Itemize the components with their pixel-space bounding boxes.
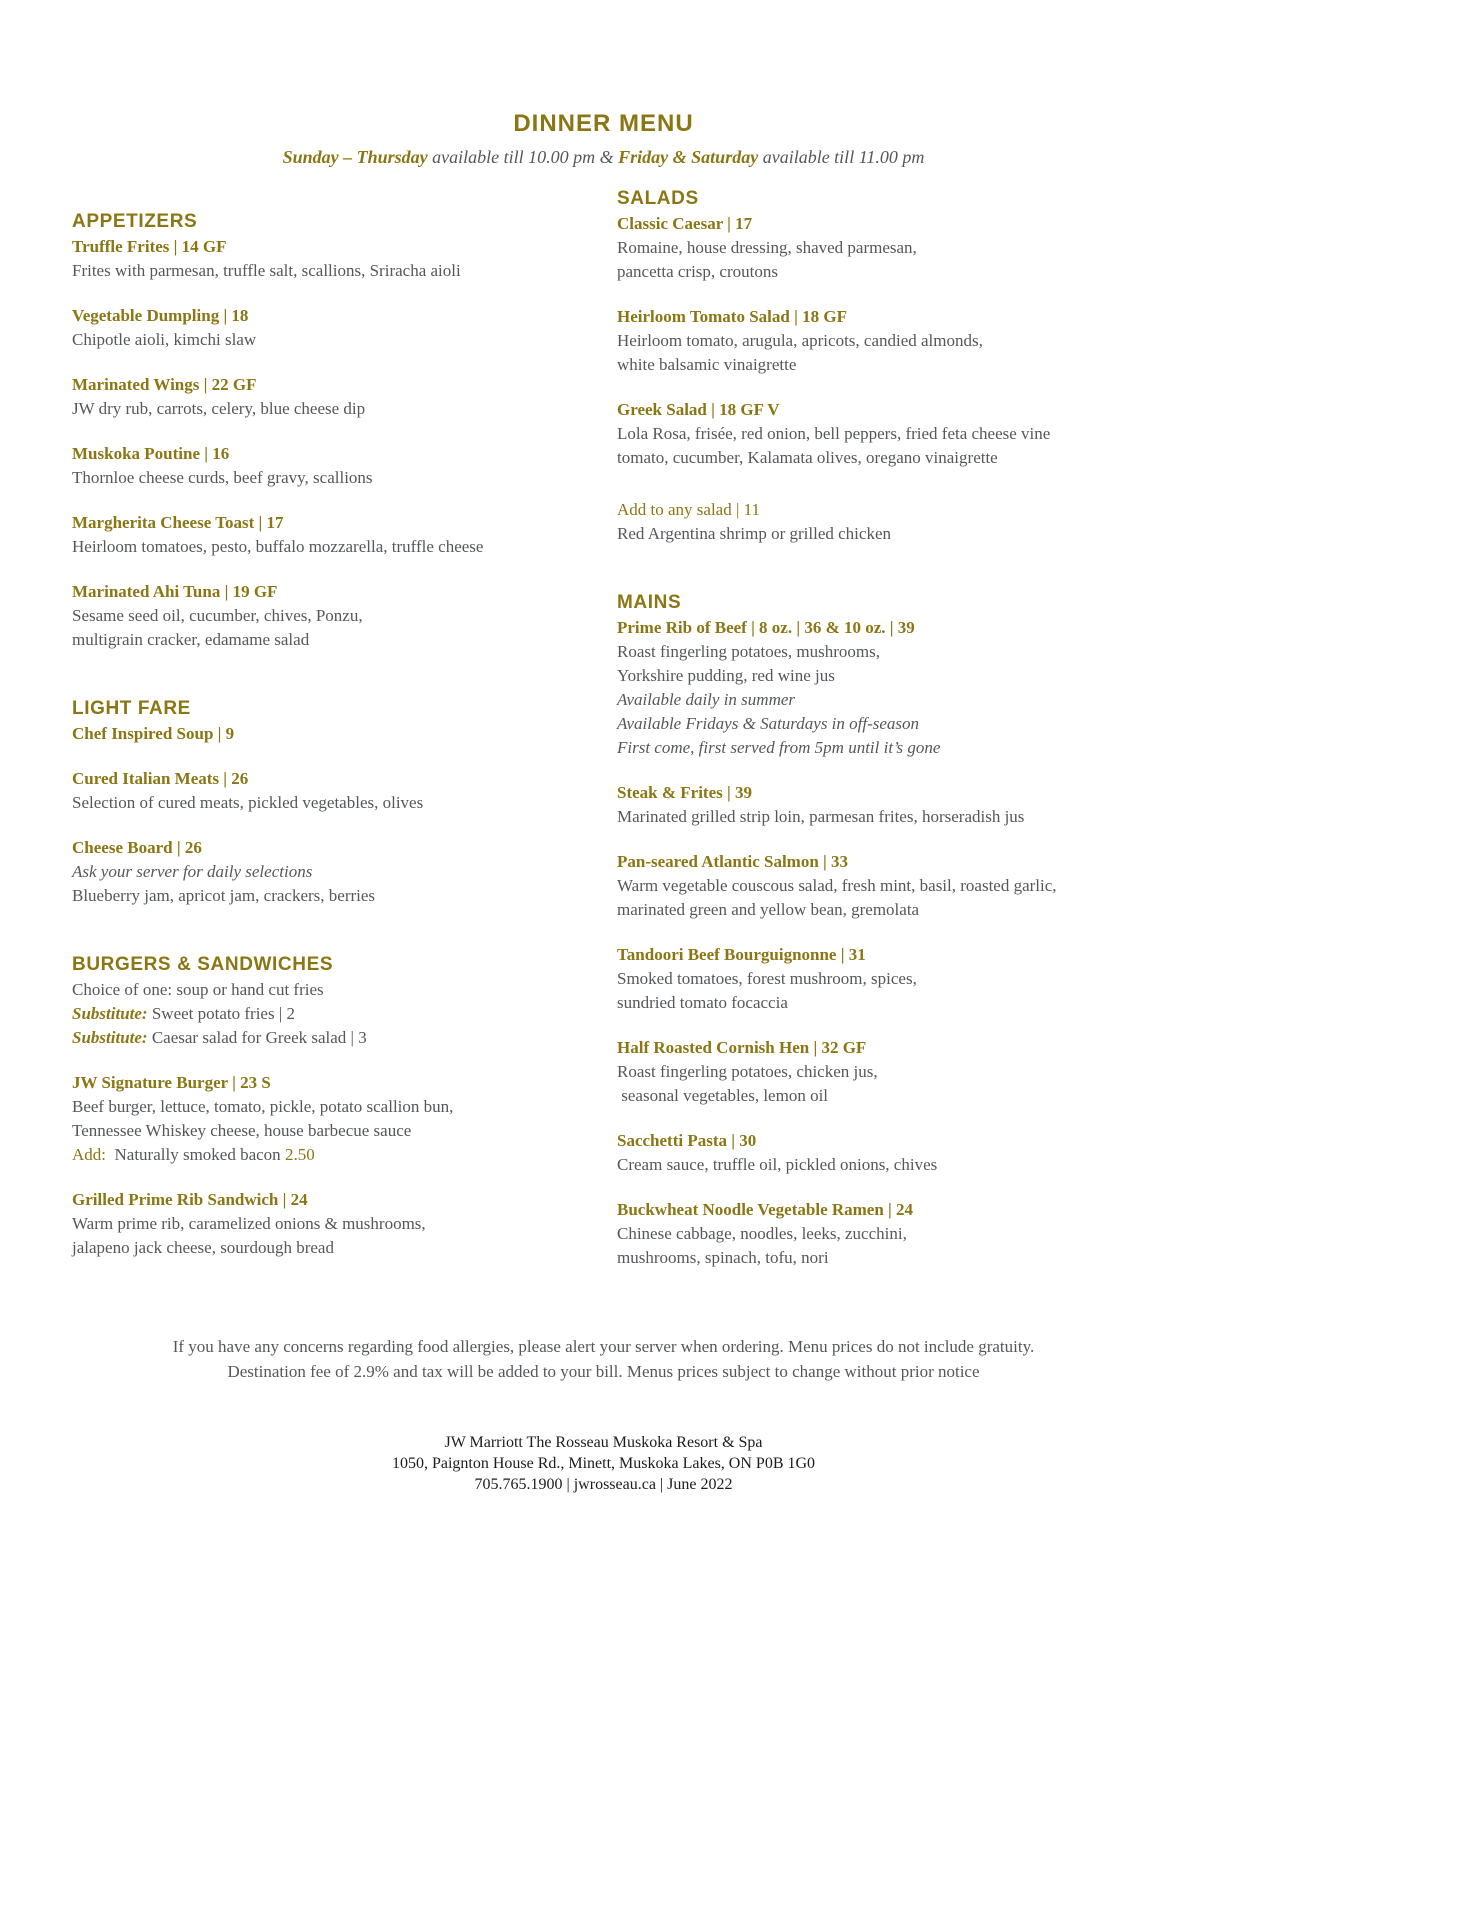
menu-item [617,212,1135,284]
item-name: Marinated Wings | 22 GF [72,375,257,394]
menu-line [72,235,572,259]
menu-line [617,991,1135,1015]
resort-address-block [72,1432,1135,1495]
menu-line [617,736,1135,760]
menu-line [617,1222,1135,1246]
menu-line [72,373,572,397]
menu-line [72,791,572,815]
menu-line [72,466,572,490]
menu-item [72,442,572,490]
menu-line [72,1071,572,1095]
menu-line [72,1143,572,1167]
menu-section-salads [617,188,1135,546]
item-name: Cured Italian Meats | 26 [72,769,249,788]
menu-line [617,1129,1135,1153]
item-description: Choice of one: soup or hand cut fries [72,980,324,999]
menu-line [617,446,1135,470]
menu-item [72,767,572,815]
subtitle-hours-text: available till 11.00 pm [762,147,925,167]
menu-line [72,884,572,908]
menu-line [617,664,1135,688]
item-name: Greek Salad | 18 GF V [617,400,780,419]
menu-item [617,1036,1135,1108]
menu-header [72,110,1135,168]
menu-section-burgers-sandwiches [72,954,572,1260]
item-description: Sesame seed oil, cucumber, chives, Ponzu, [72,606,363,625]
gold-text: Add to any salad | 11 [617,500,760,519]
menu-item [72,1188,572,1260]
menu-columns [72,188,1135,1270]
section-heading: BURGERS & SANDWICHES [72,954,334,975]
menu-line [617,898,1135,922]
menu-line [617,522,1135,546]
menu-line [72,628,572,652]
menu-line [617,212,1135,236]
menu-line [72,1026,572,1050]
item-name: Cheese Board | 26 [72,838,202,857]
menu-line [617,850,1135,874]
menu-line [617,236,1135,260]
menu-line [617,1153,1135,1177]
menu-line [617,967,1135,991]
menu-line [72,442,572,466]
menu-line [72,328,572,352]
subtitle-hours-text: available till 10.00 pm & [432,147,619,167]
item-name: Muskoka Poutine | 16 [72,444,230,463]
page-subtitle [72,146,1135,168]
item-description: Thornloe cheese curds, beef gravy, scallions [72,468,373,487]
section-heading: LIGHT FARE [72,698,191,719]
item-name: Grilled Prime Rib Sandwich | 24 [72,1190,308,1209]
item-name: JW Signature Burger | 23 S [72,1073,271,1092]
menu-section-light-fare [72,698,572,908]
item-name: Half Roasted Cornish Hen | 32 GF [617,1038,867,1057]
item-description: Selection of cured meats, pickled vegetables, olives [72,793,424,812]
item-name: Truffle Frites | 14 GF [72,237,227,256]
item-description: Smoked tomatoes, forest mushroom, spices, [617,969,917,988]
menu-section-appetizers [72,211,572,652]
item-description: Heirloom tomatoes, pesto, buffalo mozzarella, truffle cheese [72,537,484,556]
menu-line [72,397,572,421]
menu-item [72,511,572,559]
item-description: Roast fingerling potatoes, mushrooms, [617,642,881,661]
resort-contact-line: 705.765.1900 | jwrosseau.ca | June 2022 [474,1476,733,1493]
menu-line [72,511,572,535]
item-description: Beef burger, lettuce, tomato, pickle, potato scallion bun, [72,1097,454,1116]
menu-line [617,781,1135,805]
menu-line [617,874,1135,898]
item-description: multigrain cracker, edamame salad [72,630,310,649]
section-heading: MAINS [617,592,682,613]
menu-line [617,398,1135,422]
menu-line [617,329,1135,353]
subtitle-day-range: Friday & Saturday [618,147,763,167]
menu-line [617,1060,1135,1084]
menu-item [617,850,1135,922]
page-title: DINNER MENU [513,110,694,137]
menu-line [72,722,572,746]
item-name: Vegetable Dumpling | 18 [72,306,249,325]
subtitle-day-range: Sunday – Thursday [282,147,433,167]
menu-item [72,836,572,908]
item-name: Pan-seared Atlantic Salmon | 33 [617,852,849,871]
menu-line [617,688,1135,712]
menu-item [617,781,1135,829]
section-heading: SALADS [617,188,699,209]
menu-item [617,305,1135,377]
menu-line [617,498,1135,522]
menu-item [617,1198,1135,1270]
item-note-italic: Available Fridays & Saturdays in off-season [617,714,920,733]
item-description: Romaine, house dressing, shaved parmesan, [617,238,917,257]
item-note-italic: Ask your server for daily selections [72,862,313,881]
item-name: Marinated Ahi Tuna | 19 GF [72,582,278,601]
item-description: pancetta crisp, croutons [617,262,778,281]
menu-line [617,943,1135,967]
menu-line [72,604,572,628]
menu-item [72,373,572,421]
menu-line [617,1198,1135,1222]
menu-line [617,712,1135,736]
section-heading: APPETIZERS [72,211,198,232]
item-name: Steak & Frites | 39 [617,783,752,802]
item-description: Heirloom tomato, arugula, apricots, candied almonds, [617,331,983,350]
menu-line [617,260,1135,284]
menu-item [617,616,1135,760]
menu-line [617,616,1135,640]
menu-item [72,978,572,1050]
menu-item [72,1071,572,1167]
menu-line [72,535,572,559]
menu-item [617,398,1135,470]
gold-text: 2.50 [284,1145,315,1164]
item-description: JW dry rub, carrots, celery, blue cheese dip [72,399,366,418]
menu-line [72,860,572,884]
menu-line [72,767,572,791]
menu-line [617,1246,1135,1270]
item-description: Chinese cabbage, noodles, leeks, zucchini, [617,1224,907,1243]
menu-line [72,1095,572,1119]
menu-line [617,422,1135,446]
menu-line [72,1188,572,1212]
gold-text: Add: [72,1145,106,1164]
menu-line [72,259,572,283]
menu-line [72,580,572,604]
item-description: white balsamic vinaigrette [617,355,797,374]
item-description: Blueberry jam, apricot jam, crackers, berries [72,886,376,905]
menu-line [617,1084,1135,1108]
item-name: Classic Caesar | 17 [617,214,753,233]
item-description: jalapeno jack cheese, sourdough bread [72,1238,334,1257]
menu-item [617,943,1135,1015]
menu-line [617,1036,1135,1060]
menu-line [72,304,572,328]
menu-line [72,836,572,860]
item-description: Warm vegetable couscous salad, fresh mint, basil, roasted garlic, [617,876,1057,895]
item-description: mushrooms, spinach, tofu, nori [617,1248,829,1267]
item-note-italic: Available daily in summer [617,690,796,709]
menu-line [617,640,1135,664]
resort-name: JW Marriott The Rosseau Muskoka Resort & Spa [444,1434,763,1451]
menu-line [72,978,572,1002]
menu-line [617,305,1135,329]
item-description: seasonal vegetables, lemon oil [617,1086,829,1105]
item-description: Tennessee Whiskey cheese, house barbecue sauce [72,1121,412,1140]
item-description: Warm prime rib, caramelized onions & mushrooms, [72,1214,426,1233]
item-description: Caesar salad for Greek salad | 3 [147,1028,367,1047]
item-description: tomato, cucumber, Kalamata olives, oregano vinaigrette [617,448,998,467]
menu-line [72,1119,572,1143]
item-name: Heirloom Tomato Salad | 18 GF [617,307,847,326]
emphasis-label: Substitute: [72,1028,148,1047]
menu-item [617,1129,1135,1177]
item-description: Roast fingerling potatoes, chicken jus, [617,1062,878,1081]
item-description: Red Argentina shrimp or grilled chicken [617,524,891,543]
item-name: Tandoori Beef Bourguignonne | 31 [617,945,866,964]
item-note-italic: First come, first served from 5pm until it’s gone [617,738,941,757]
item-description: sundried tomato focaccia [617,993,788,1012]
item-description: Frites with parmesan, truffle salt, scallions, Sriracha aioli [72,261,461,280]
menu-line [72,1212,572,1236]
menu-line [72,1236,572,1260]
item-description: Marinated grilled strip loin, parmesan frites, horseradish jus [617,807,1025,826]
menu-item [617,498,1135,546]
menu-column-right [617,188,1135,1270]
menu-section-mains [617,592,1135,1270]
menu-item [72,580,572,652]
emphasis-label: Substitute: [72,1004,148,1023]
item-description: Cream sauce, truffle oil, pickled onions, chives [617,1155,938,1174]
item-description: Sweet potato fries | 2 [147,1004,295,1023]
item-description: Yorkshire pudding, red wine jus [617,666,835,685]
item-name: Chef Inspired Soup | 9 [72,724,235,743]
item-description: marinated green and yellow bean, gremolata [617,900,920,919]
item-name: Prime Rib of Beef | 8 oz. | 36 & 10 oz. | 39 [617,618,915,637]
menu-footer [72,1334,1135,1495]
menu-line [617,805,1135,829]
item-description: Naturally smoked bacon [106,1145,285,1164]
item-name: Margherita Cheese Toast | 17 [72,513,284,532]
item-description: Lola Rosa, frisée, red onion, bell peppers, fried feta cheese vine [617,424,1051,443]
item-description: Chipotle aioli, kimchi slaw [72,330,257,349]
menu-item [72,235,572,283]
item-name: Sacchetti Pasta | 30 [617,1131,757,1150]
item-name: Buckwheat Noodle Vegetable Ramen | 24 [617,1200,914,1219]
allergy-notice-line: If you have any concerns regarding food allergies, please alert your server when ordering. Menu prices do not include gratuity. [172,1337,1035,1356]
menu-column-left [72,188,572,1270]
allergy-notice-line: Destination fee of 2.9% and tax will be added to your bill. Menus prices subject to change without prior notice [227,1362,980,1381]
menu-item [72,304,572,352]
resort-street-address: 1050, Paignton House Rd., Minett, Muskoka Lakes, ON P0B 1G0 [391,1455,816,1472]
menu-item [72,722,572,746]
menu-line [72,1002,572,1026]
menu-line [617,353,1135,377]
